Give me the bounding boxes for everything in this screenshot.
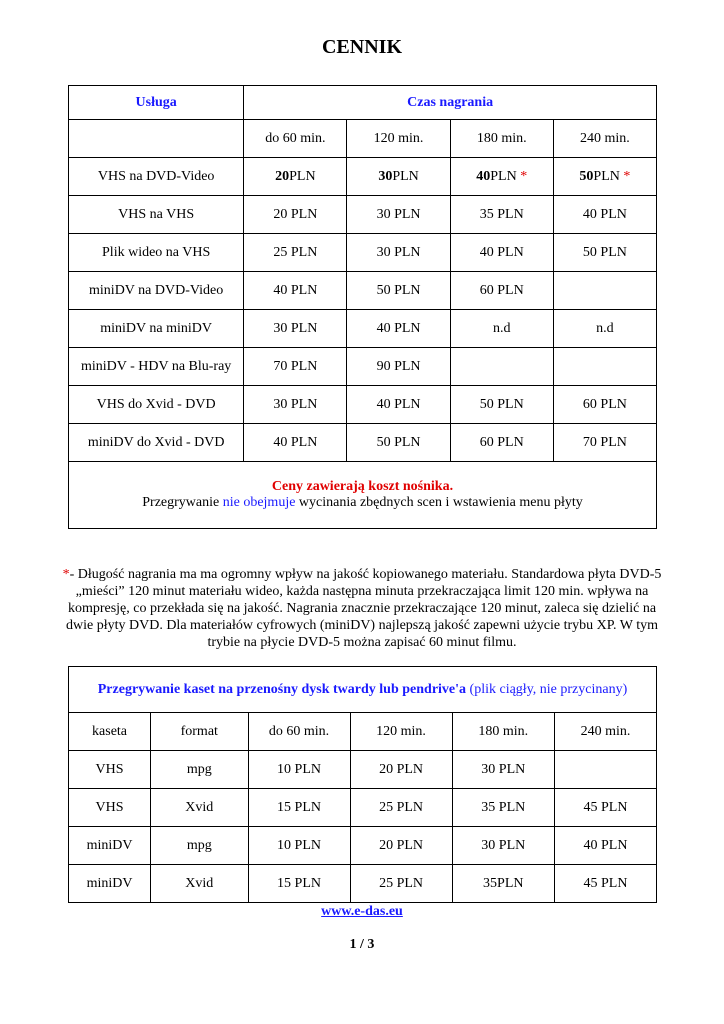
table-row — [69, 789, 657, 827]
price-cell: 15 PLN — [248, 865, 350, 903]
format-cell: Xvid — [151, 789, 248, 827]
transfer-header-row — [69, 713, 657, 751]
price-cell: 30 PLN — [452, 751, 554, 789]
table-header-row — [69, 86, 657, 120]
price-number: 50 — [579, 168, 594, 184]
empty-cell — [69, 120, 244, 158]
price-cell: 35 PLN — [452, 789, 554, 827]
format-cell: Xvid — [151, 865, 248, 903]
transfer-table-title — [69, 667, 657, 713]
cassette-cell: miniDV — [69, 865, 151, 903]
transfer-title-note: (plik ciągły, nie przycinany) — [466, 681, 628, 697]
price-cell — [554, 751, 656, 789]
price-cell: 30 PLN — [244, 310, 347, 348]
price-cell — [347, 158, 450, 196]
column-header: format — [151, 713, 248, 751]
price-cell: 40 PLN — [347, 386, 450, 424]
footnote-star: * — [619, 168, 631, 184]
price-cell: 15 PLN — [248, 789, 350, 827]
service-name: VHS na VHS — [69, 196, 244, 234]
price-cell: 60 PLN — [450, 424, 553, 462]
format-cell: mpg — [151, 751, 248, 789]
table-row — [69, 272, 657, 310]
price-unit: PLN — [593, 168, 620, 184]
price-cell: 25 PLN — [244, 234, 347, 272]
table-row — [69, 751, 657, 789]
format-cell: mpg — [151, 827, 248, 865]
table-row — [69, 865, 657, 903]
price-cell — [450, 158, 553, 196]
website-link[interactable]: www.e-das.eu — [321, 904, 403, 919]
price-number: 40 — [476, 168, 491, 184]
service-name: Plik wideo na VHS — [69, 234, 244, 272]
price-note-row — [69, 462, 657, 529]
price-note — [69, 462, 657, 529]
table-row — [69, 196, 657, 234]
price-cell — [553, 272, 656, 310]
duration-header: 180 min. — [450, 120, 553, 158]
price-cell: 40 PLN — [244, 272, 347, 310]
duration-header: 120 min. — [347, 120, 450, 158]
table-row — [69, 234, 657, 272]
price-cell: 40 PLN — [347, 310, 450, 348]
cassette-cell: VHS — [69, 789, 151, 827]
table-row — [69, 424, 657, 462]
price-cell: 30 PLN — [347, 196, 450, 234]
price-cell: 50 PLN — [553, 234, 656, 272]
service-name: VHS do Xvid - DVD — [69, 386, 244, 424]
transfer-title-bold: Przegrywanie kaset na przenośny dysk twardy lub pendrive'a — [97, 681, 467, 697]
duration-header: 240 min. — [553, 120, 656, 158]
service-name: miniDV na miniDV — [69, 310, 244, 348]
price-cell — [244, 158, 347, 196]
table-row — [69, 386, 657, 424]
price-includes-media-note: Ceny zawierają koszt nośnika. — [271, 479, 454, 494]
column-header: 180 min. — [452, 713, 554, 751]
price-cell: 40 PLN — [450, 234, 553, 272]
price-unit: PLN — [490, 168, 517, 184]
price-cell: 40 PLN — [244, 424, 347, 462]
price-cell: n.d — [450, 310, 553, 348]
price-cell: 60 PLN — [450, 272, 553, 310]
price-cell — [553, 348, 656, 386]
price-cell: 25 PLN — [350, 789, 452, 827]
column-header: 120 min. — [350, 713, 452, 751]
column-header: 240 min. — [554, 713, 656, 751]
footnote-text: - Długość nagrania ma ma ogromny wpływ na jakość kopiowanego materiału. Standardowa płyta DVD-5 „mieści” 120 minut materiału wideo, każda następna minuta przekraczająca limit 120 min. wpływa na kompresję, co przekłada się na jakość. Nagrania znacznie przekraczające 120 minut, zaleca się dzielić na dwie płyty DVD. Dla materiałów cyfrowych (miniDV) najlepszą jakość zapewni użycie trybu XP. W tym trybie na płycie DVD-5 można zapisać 60 minut filmu. — [66, 567, 662, 650]
price-cell: 50 PLN — [347, 272, 450, 310]
price-cell: 30 PLN — [347, 234, 450, 272]
price-cell: 20 PLN — [350, 751, 452, 789]
price-cell: 60 PLN — [553, 386, 656, 424]
price-cell: 45 PLN — [554, 789, 656, 827]
time-column-header: Czas nagrania — [244, 86, 657, 120]
table-row — [69, 310, 657, 348]
price-cell — [553, 158, 656, 196]
footnote-star: * — [62, 567, 70, 582]
transfer-price-table — [68, 666, 657, 903]
table-row — [69, 827, 657, 865]
duration-header: do 60 min. — [244, 120, 347, 158]
price-cell — [450, 348, 553, 386]
price-number: 30 — [378, 168, 393, 184]
price-cell: 30 PLN — [452, 827, 554, 865]
price-cell: 40 PLN — [553, 196, 656, 234]
price-unit: PLN — [392, 168, 419, 184]
price-cell: 50 PLN — [450, 386, 553, 424]
table-row — [69, 348, 657, 386]
price-table — [68, 85, 657, 529]
price-unit: PLN — [289, 168, 316, 184]
page-title: CENNIK — [321, 36, 402, 58]
service-name: miniDV do Xvid - DVD — [69, 424, 244, 462]
price-cell: 25 PLN — [350, 865, 452, 903]
price-cell: 45 PLN — [554, 865, 656, 903]
price-cell: n.d — [553, 310, 656, 348]
price-cell: 35PLN — [452, 865, 554, 903]
editing-note-emphasis: nie obejmuje — [222, 495, 296, 510]
transfer-table-title-row — [69, 667, 657, 713]
price-cell: 20 PLN — [350, 827, 452, 865]
cassette-cell: VHS — [69, 751, 151, 789]
footnote — [60, 566, 664, 651]
editing-note — [69, 495, 656, 511]
table-row — [69, 158, 657, 196]
price-number: 20 — [275, 168, 290, 184]
price-cell: 10 PLN — [248, 827, 350, 865]
price-cell: 70 PLN — [553, 424, 656, 462]
duration-header-row — [69, 120, 657, 158]
cassette-cell: miniDV — [69, 827, 151, 865]
price-cell: 20 PLN — [244, 196, 347, 234]
service-column-header: Usługa — [69, 86, 244, 120]
price-cell: 30 PLN — [244, 386, 347, 424]
price-cell: 35 PLN — [450, 196, 553, 234]
column-header: do 60 min. — [248, 713, 350, 751]
column-header: kaseta — [69, 713, 151, 751]
price-cell: 10 PLN — [248, 751, 350, 789]
price-cell: 40 PLN — [554, 827, 656, 865]
price-cell: 70 PLN — [244, 348, 347, 386]
footnote-star: * — [516, 168, 528, 184]
price-cell: 50 PLN — [347, 424, 450, 462]
page-number: 1 / 3 — [349, 937, 375, 952]
service-name: VHS na DVD-Video — [69, 158, 244, 196]
service-name: miniDV - HDV na Blu-ray — [69, 348, 244, 386]
service-name: miniDV na DVD-Video — [69, 272, 244, 310]
price-cell: 90 PLN — [347, 348, 450, 386]
editing-note-suffix: wycinania zbędnych scen i wstawienia menu płyty — [295, 495, 583, 510]
editing-note-prefix: Przegrywanie — [142, 495, 223, 510]
